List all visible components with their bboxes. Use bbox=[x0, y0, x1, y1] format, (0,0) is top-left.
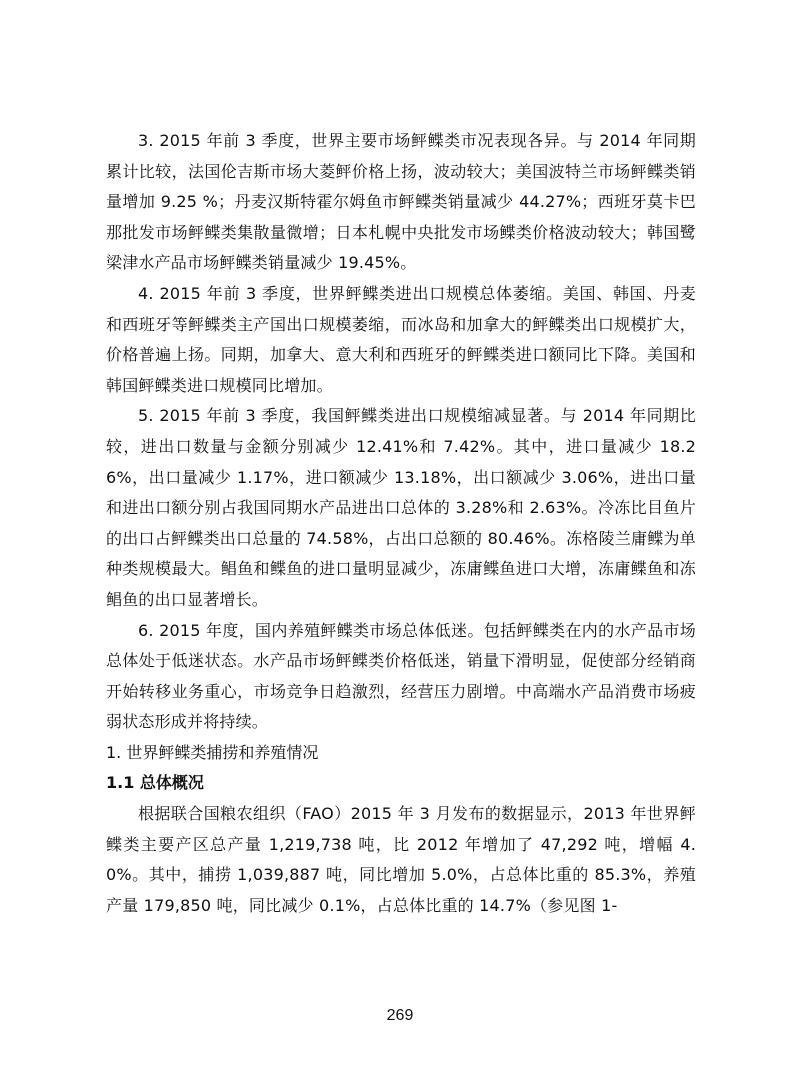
document-body bbox=[106, 126, 696, 921]
subsection-heading: 1.1 总体概况 bbox=[106, 773, 204, 793]
section-heading: 1. 世界鲆鲽类捕捞和养殖情况 bbox=[106, 742, 319, 762]
paragraph-4: 4. 2015 年前 3 季度，世界鲆鲽类进出口规模总体萎缩。美国、韩国、丹麦和西班牙等鲆鲽类主产国出口规模萎缩，而冰岛和加拿大的鲆鲽类出口规模扩大，价格普遍上扬。同期，加拿大、意大利和西班牙的鲆鲽类进口额同比下降。美国和韩国鲆鲽类进口规模同比增加。 bbox=[106, 283, 696, 395]
paragraph-5: 5. 2015 年前 3 季度，我国鲆鲽类进出口规模缩减显著。与 2014 年同期比较，进出口数量与金额分别减少 12.41%和 7.42%。其中，进口量减少 18.26%，出口量减少 1.17%，进口额减少 13.18%，出口额减少 3.06%，进出口量和进出口额分别占我国同期水产品进出口总体的 3.28%和 2.63%。冷冻比目鱼片的出口占鲆鲽类出口总量的 74.58%，占出口总额的 80.46%。冻格陵兰庸鲽为单种类规模最大。鲳鱼和鲽鱼的进口量明显减少，冻庸鲽鱼进口大增，冻庸鲽鱼和冻鲳鱼的出口显著增长。 bbox=[106, 406, 696, 609]
page-number: 269 bbox=[386, 1007, 414, 1024]
paragraph-3: 3. 2015 年前 3 季度，世界主要市场鲆鲽类市况表现各异。与 2014 年同期累计比较，法国伦吉斯市场大菱鲆价格上扬，波动较大；美国波特兰市场鲆鲽类销量增加 9.25 %；丹麦汉斯特霍尔姆鱼市鲆鲽类销量减少 44.27%；西班牙莫卡巴那批发市场鲆鲽类集散量微增；日本札幌中央批发市场鲽类价格波动较大；韩国鹭梁津水产品市场鲆鲽类销量减少 19.45%。 bbox=[106, 131, 696, 273]
paragraph-6: 6. 2015 年度，国内养殖鲆鲽类市场总体低迷。包括鲆鲽类在内的水产品市场总体处于低迷状态。水产品市场鲆鲽类价格低迷，销量下滑明显，促使部分经销商开始转移业务重心，市场竞争日趋激烈，经营压力剧增。中高端水产品消费市场疲弱状态形成并将持续。 bbox=[106, 620, 696, 732]
body-paragraph: 根据联合国粮农组织（FAO）2015 年 3 月发布的数据显示，2013 年世界鲆鲽类主要产区总产量 1,219,738 吨，比 2012 年增加了 47,292 吨，增幅 4.0%。其中，捕捞 1,039,887 吨，同比增加 5.0%，占总体比重的 85.3%，养殖产量 179,850 吨，同比减少 0.1%，占总体比重的 14.7%（参见图 1- bbox=[106, 804, 696, 915]
